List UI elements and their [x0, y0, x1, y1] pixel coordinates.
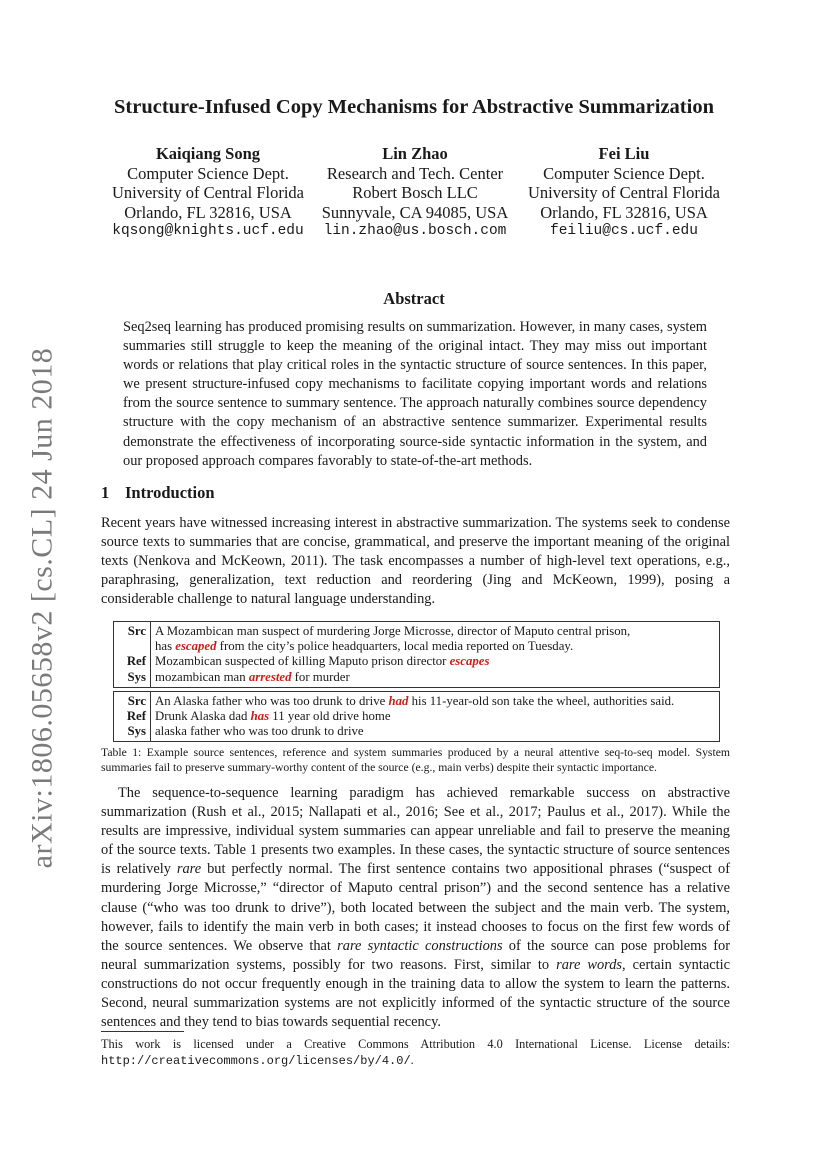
author-email[interactable]: kqsong@knights.ucf.edu — [112, 223, 304, 239]
table-row — [114, 692, 719, 709]
section-number: 1 — [101, 483, 110, 502]
example-2-box — [113, 691, 720, 743]
highlighted-word: escapes — [449, 654, 490, 669]
row-label: Src — [114, 692, 151, 709]
section-title: Introduction — [125, 483, 215, 502]
author-affiliation: Robert Bosch LLC — [352, 183, 478, 202]
author-2 — [314, 144, 516, 242]
author-affiliation: University of Central Florida — [527, 183, 720, 202]
row-label: Ref — [114, 654, 151, 669]
row-label: Sys — [114, 670, 151, 687]
paper-title: Structure-Infused Copy Mechanisms for Abstractive Summarization — [114, 96, 714, 118]
system-text: mozambican man arrested for murder — [155, 669, 350, 684]
arxiv-stamp — [22, 347, 62, 869]
author-affiliation: Computer Science Dept. — [127, 163, 289, 183]
source-text: A Mozambican man suspect of murdering Jorge Microsse, director of Maputo central prison, — [155, 624, 631, 638]
table-row — [114, 670, 719, 687]
author-name: Kaiqiang Song — [155, 144, 261, 163]
example-table — [113, 621, 720, 742]
reference-text: Mozambican suspected of killing Maputo prison director escapes — [155, 654, 490, 669]
author-affiliation: Computer Science Dept. — [543, 163, 705, 183]
source-text: An Alaska father who was too drunk to drive had his 11-year-old son take the wheel, authorities said. — [155, 693, 675, 708]
author-affiliation: Research and Tech. Center — [326, 163, 504, 183]
abstract-heading: Abstract — [383, 289, 445, 308]
emphasis: rare — [176, 861, 202, 878]
author-affiliation: Sunnyvale, CA 94085, USA — [321, 202, 509, 222]
section-heading — [101, 483, 215, 503]
table-caption: Table 1: Example source sentences, reference and system summaries produced by a neural attentive seq-to-seq model. System summaries fail to preserve summary-worthy content of the source (e.g., main verbs) despite their syntactic importance. — [101, 746, 730, 775]
author-name: Fei Liu — [598, 144, 650, 163]
source-text: has escaped from the city’s police headquarters, local media reported on Tuesday. — [155, 639, 574, 654]
table-row — [114, 709, 719, 724]
emphasis: rare words — [556, 956, 623, 973]
author-3 — [522, 144, 726, 242]
emphasis: rare syntactic constructions — [337, 937, 503, 954]
example-1-box — [113, 621, 720, 688]
author-affiliation: Orlando, FL 32816, USA — [124, 202, 292, 222]
author-name: Lin Zhao — [382, 144, 448, 163]
intro-paragraph-2: The sequence-to-sequence learning paradigm has achieved remarkable success on abstractive summarization (Rush et al., 2015; Nallapati et al., 2016; See et al., 2017; Paulus et al., 2017). While the results are impressive, individual system summaries can appear unreliable and fail to preserve the meaning of the source texts. Table 1 presents two examples. In these cases, the syntactic structure of source sentences is relatively rare but perfectly normal. The first sentence contains two appositional phrases (“suspect of murdering Jorge Microsse,” “director of Maputo central prison”) and the second sentence has a relative clause (“who was too drunk to drive”), both located between the subject and the main verb. The system, however, fails to identify the main verb in both cases; it instead chooses to focus on the first few words of the source sentences. We observe that rare syntactic constructions of the source can pose problems for neural summarization systems, possibly for two reasons. First, similar to rare words, certain syntactic constructions do not occur frequently enough in the training data to allow the system to learn the patterns. Second, neural summarization systems are not explicitly informed of the syntactic structure of the source sentences and they tend to bias towards sequential recency. — [101, 785, 730, 1031]
license-link[interactable]: http://creativecommons.org/licenses/by/4.0/ — [101, 1054, 411, 1068]
row-label: Src — [114, 622, 151, 639]
table-row — [114, 639, 719, 654]
highlighted-word: escaped — [175, 639, 217, 654]
reference-text: Drunk Alaska dad has 11 year old drive home — [155, 709, 391, 724]
highlighted-word: had — [388, 693, 409, 708]
author-email[interactable]: feiliu@cs.ucf.edu — [550, 223, 698, 239]
author-affiliation: University of Central Florida — [111, 183, 304, 202]
footnote-divider — [101, 1031, 184, 1032]
abstract-text: Seq2seq learning has produced promising results on summarization. However, in many cases, system summaries still struggle to keep the meaning of the original intact. They may miss out important words or relations that play critical roles in the syntactic structure of source sentences. In this paper, we present structure-infused copy mechanisms to facilitate copying important words and relations from the source sentence to summary sentence. The approach naturally combines source dependency structure with the copy mechanism of an abstractive sentence summarizer. Experimental results demonstrate the effectiveness of incorporating source-side syntactic information in the system, and our proposed approach compares favorably to state-of-the-art methods. — [123, 319, 707, 469]
author-affiliation: Orlando, FL 32816, USA — [540, 202, 708, 222]
table-row — [114, 724, 719, 741]
system-text: alaska father who was too drunk to drive — [155, 724, 364, 739]
row-label: Ref — [114, 709, 151, 724]
highlighted-word: has — [250, 709, 270, 724]
table-row — [114, 622, 719, 639]
license-footnote: This work is licensed under a Creative Commons Attribution 4.0 International License. License details: http://creativecommons.org/licenses/by/4.0/. — [101, 1037, 730, 1068]
table-row — [114, 654, 719, 669]
row-label: Sys — [114, 724, 151, 741]
author-1 — [108, 144, 308, 242]
arxiv-identifier: arXiv:1806.05658v2 [cs.CL] 24 Jun 2018 — [25, 347, 58, 869]
author-email[interactable]: lin.zhao@us.bosch.com — [323, 223, 507, 239]
highlighted-word: arrested — [248, 669, 292, 684]
intro-paragraph-1: Recent years have witnessed increasing interest in abstractive summarization. The systems seek to condense source texts to summaries that are concise, grammatical, and preserve the important meaning of the original texts (Nenkova and McKeown, 2011). The task encompasses a number of high-level text operations, e.g., paraphrasing, generalization, text reduction and reordering (Jing and McKeown, 1999), posing a considerable challenge to natural language understanding. — [101, 515, 730, 608]
